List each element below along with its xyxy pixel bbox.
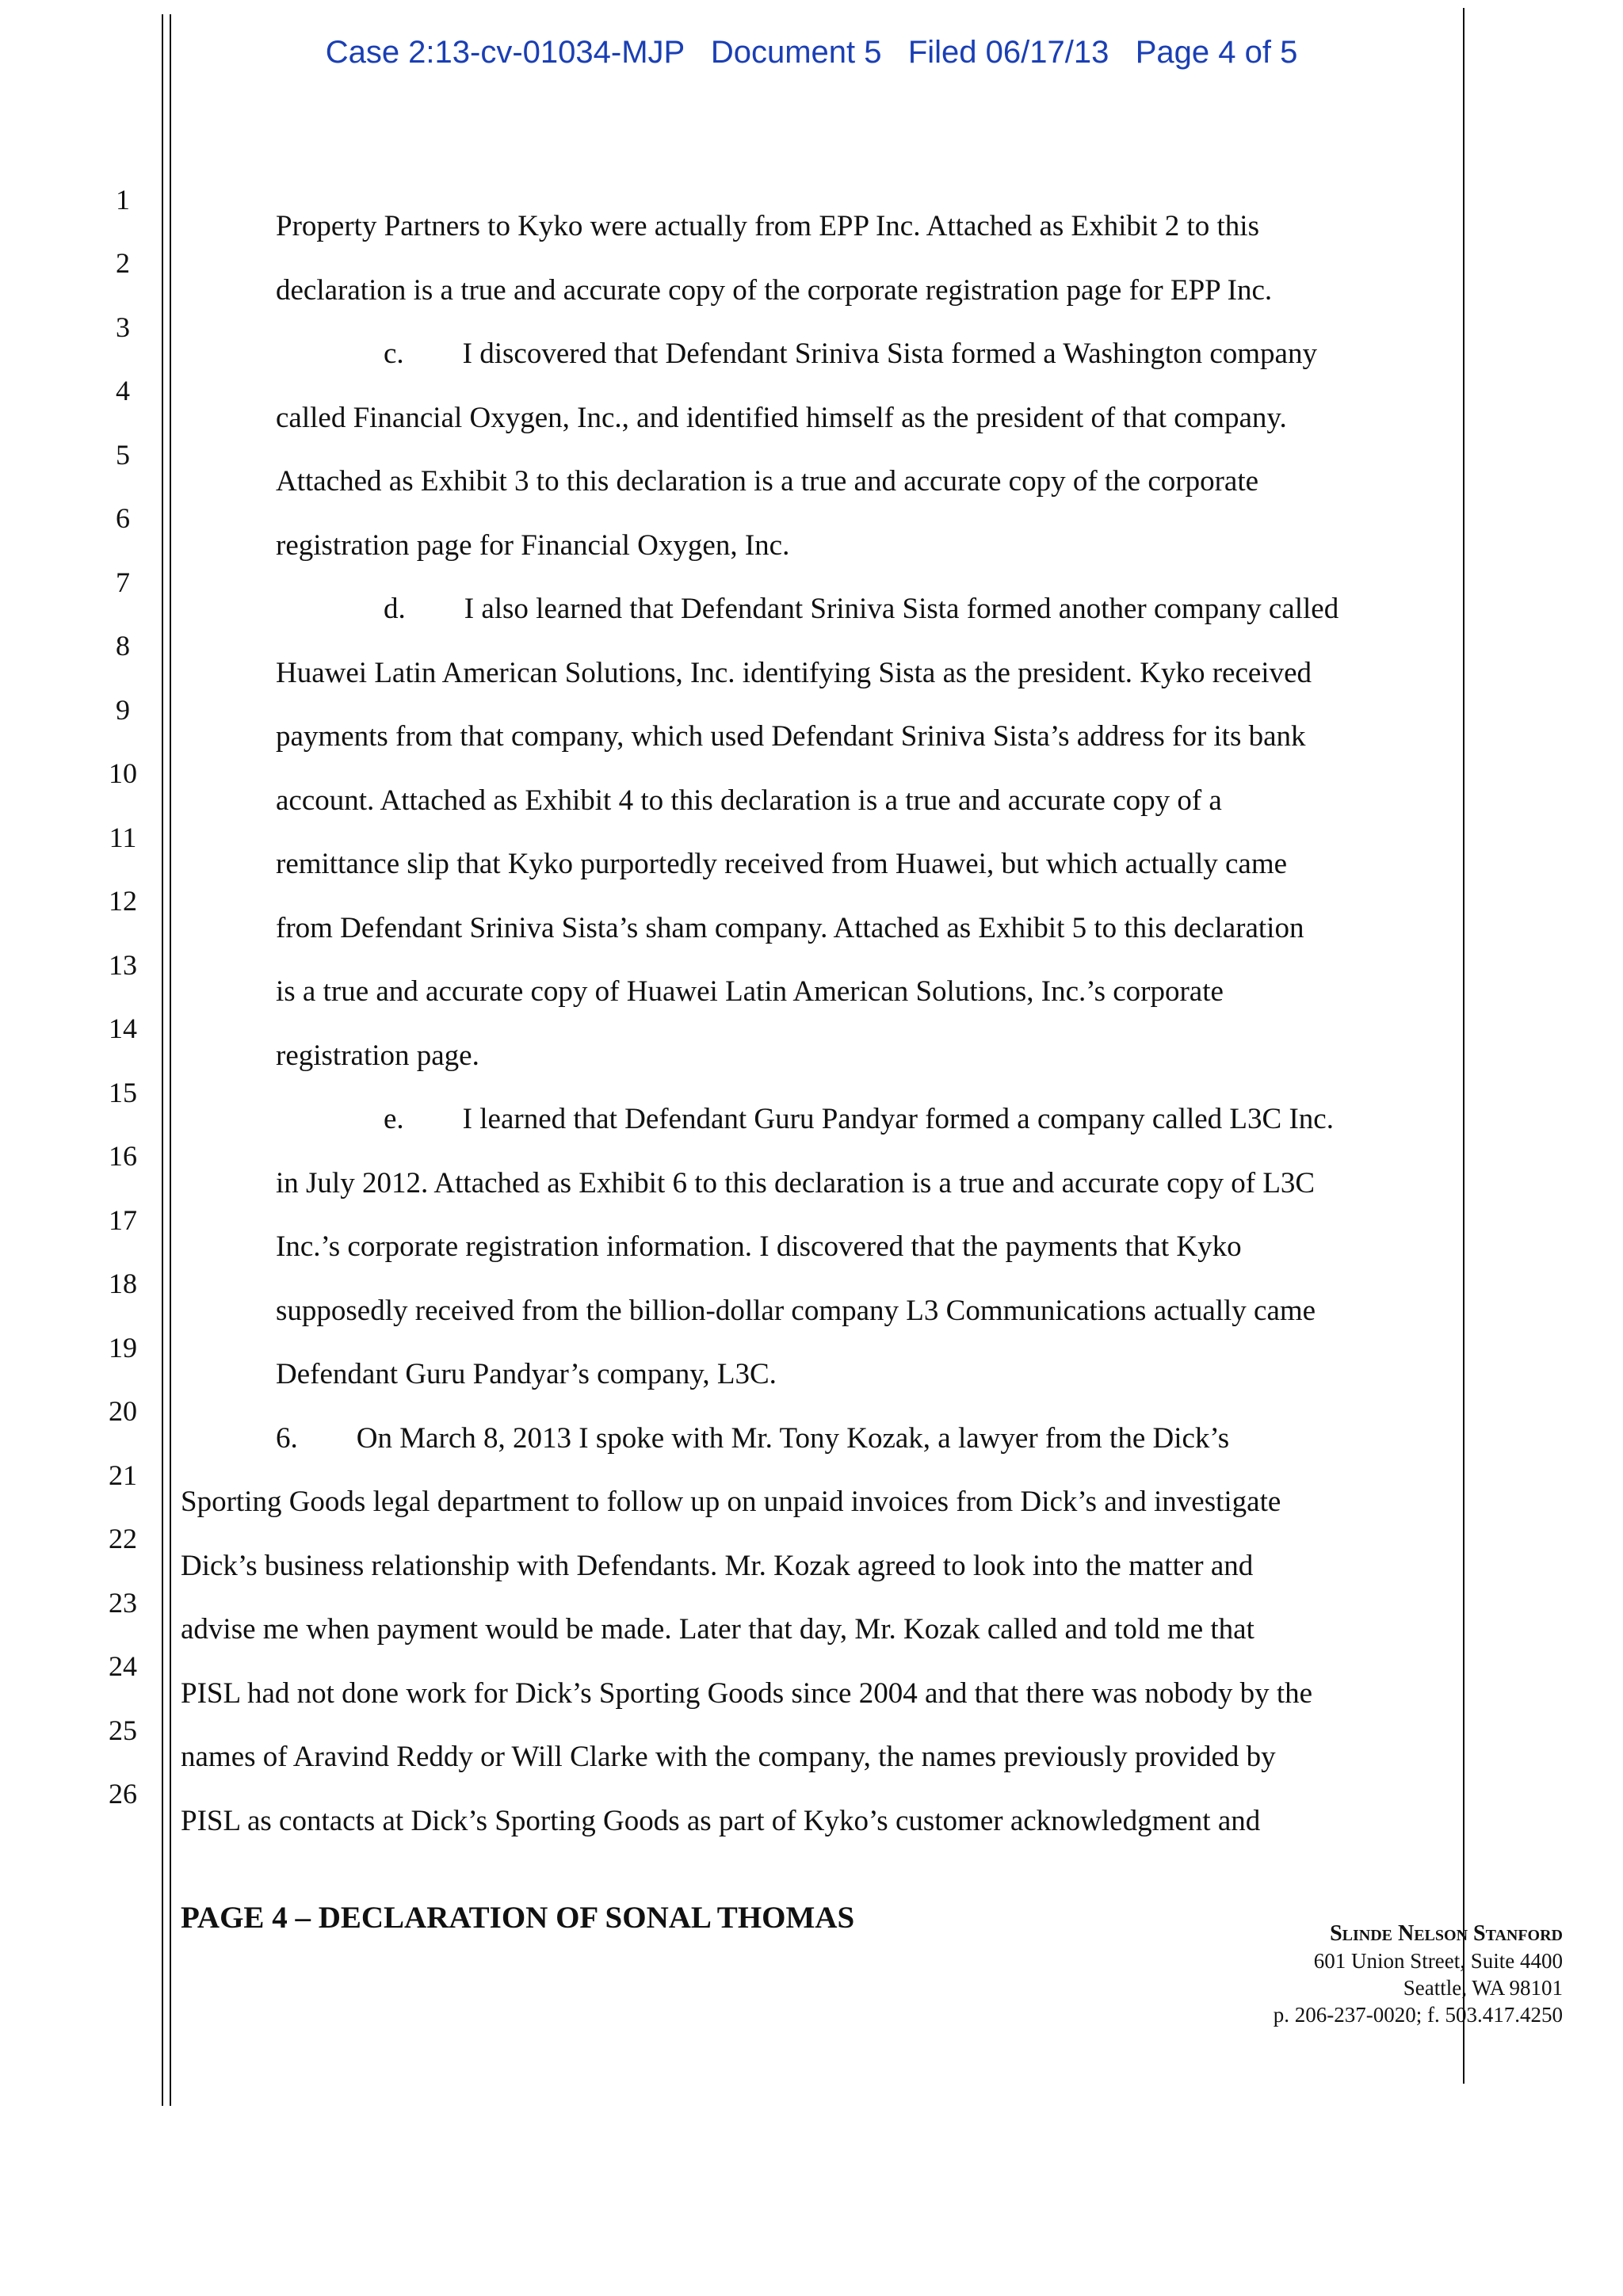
line-number: 4 [116,375,130,406]
line-number: 3 [116,311,130,343]
body-line: Huawei Latin American Solutions, Inc. identifying Sista as the president. Kyko received [276,657,1312,689]
line-number: 24 [109,1650,137,1682]
body-line: Defendant Guru Pandyar’s company, L3C. [276,1358,777,1390]
line-number: 5 [116,439,130,471]
line-number: 11 [109,822,137,853]
body-line: Property Partners to Kyko were actually from EPP Inc. Attached as Exhibit 2 to this [276,210,1259,242]
line-number: 16 [109,1140,137,1172]
body-line: is a true and accurate copy of Huawei Latin American Solutions, Inc.’s corporate [276,975,1224,1008]
body-line: names of Aravind Reddy or Will Clarke with the company, the names previously provided by [181,1741,1276,1773]
body-line: from Defendant Sriniva Sista’s sham company. Attached as Exhibit 5 to this declaration [276,912,1304,944]
body-line: PISL as contacts at Dick’s Sporting Goods as part of Kyko’s customer acknowledgment and [181,1805,1261,1837]
line-number: 1 [116,184,130,215]
firm-name: Slinde Nelson Stanford [1330,1921,1563,1946]
body-line: 6. On March 8, 2013 I spoke with Mr. Tony Kozak, a lawyer from the Dick’s [276,1422,1230,1455]
line-number: 2 [116,247,130,279]
line-number: 25 [109,1714,137,1746]
body-line: remittance slip that Kyko purportedly received from Huawei, but which actually came [276,848,1288,880]
body-line: Attached as Exhibit 3 to this declaration is a true and accurate copy of the corporate [276,465,1259,498]
line-number: 15 [109,1077,137,1108]
body-line: registration page. [276,1039,479,1072]
line-number: 20 [109,1395,137,1427]
left-margin-rule-outer [162,14,163,2106]
body-line: account. Attached as Exhibit 4 to this declaration is a true and accurate copy of a [276,784,1222,817]
right-margin-rule [1463,8,1465,2084]
body-line: registration page for Financial Oxygen, Inc. [276,529,790,562]
line-number: 7 [116,566,130,598]
body-line: called Financial Oxygen, Inc., and identified himself as the president of that company. [276,402,1287,434]
body-line: Sporting Goods legal department to follow up on unpaid invoices from Dick’s and investigate [181,1486,1281,1518]
line-number: 19 [109,1332,137,1363]
body-line: supposedly received from the billion-dollar company L3 Communications actually came [276,1295,1316,1327]
body-line: e. I learned that Defendant Guru Pandyar formed a company called L3C Inc. [384,1103,1334,1135]
line-number: 8 [116,630,130,662]
body-line: Inc.’s corporate registration information. I discovered that the payments that Kyko [276,1230,1242,1263]
left-margin-rule-inner [170,14,171,2106]
body-line: advise me when payment would be made. Later that day, Mr. Kozak called and told me that [181,1613,1254,1646]
line-number: 17 [109,1204,137,1236]
body-line: in July 2012. Attached as Exhibit 6 to this declaration is a true and accurate copy of L3C [276,1167,1316,1199]
footer-page-title: PAGE 4 – DECLARATION OF SONAL THOMAS [181,1901,855,1935]
firm-street: 601 Union Street, Suite 4400 [1313,1949,1563,1973]
line-number: 6 [116,502,130,534]
line-number: 26 [109,1778,137,1810]
line-number: 23 [109,1587,137,1619]
body-line: PISL had not done work for Dick’s Sporting Goods since 2004 and that there was nobody by the [181,1677,1313,1710]
body-line: c. I discovered that Defendant Sriniva Sista formed a Washington company [384,338,1317,370]
line-number: 22 [109,1523,137,1554]
body-line: payments from that company, which used Defendant Sriniva Sista’s address for its bank [276,720,1306,753]
line-number: 18 [109,1268,137,1299]
line-number: 12 [109,885,137,917]
body-line: Dick’s business relationship with Defendants. Mr. Kozak agreed to look into the matter and [181,1550,1254,1582]
line-number: 10 [109,757,137,789]
line-number: 9 [116,694,130,726]
firm-city: Seattle, WA 98101 [1403,1976,1563,2000]
firm-phone: p. 206-237-0020; f. 503.417.4250 [1273,2003,1563,2027]
line-number: 13 [109,949,137,981]
body-line: d. I also learned that Defendant Sriniva Sista formed another company called [384,593,1339,625]
line-number: 21 [109,1459,137,1491]
case-header: Case 2:13-cv-01034-MJP Document 5 Filed 06/17/13 Page 4 of 5 [325,35,1298,70]
body-line: declaration is a true and accurate copy of the corporate registration page for EPP Inc. [276,274,1273,307]
line-number: 14 [109,1013,137,1044]
